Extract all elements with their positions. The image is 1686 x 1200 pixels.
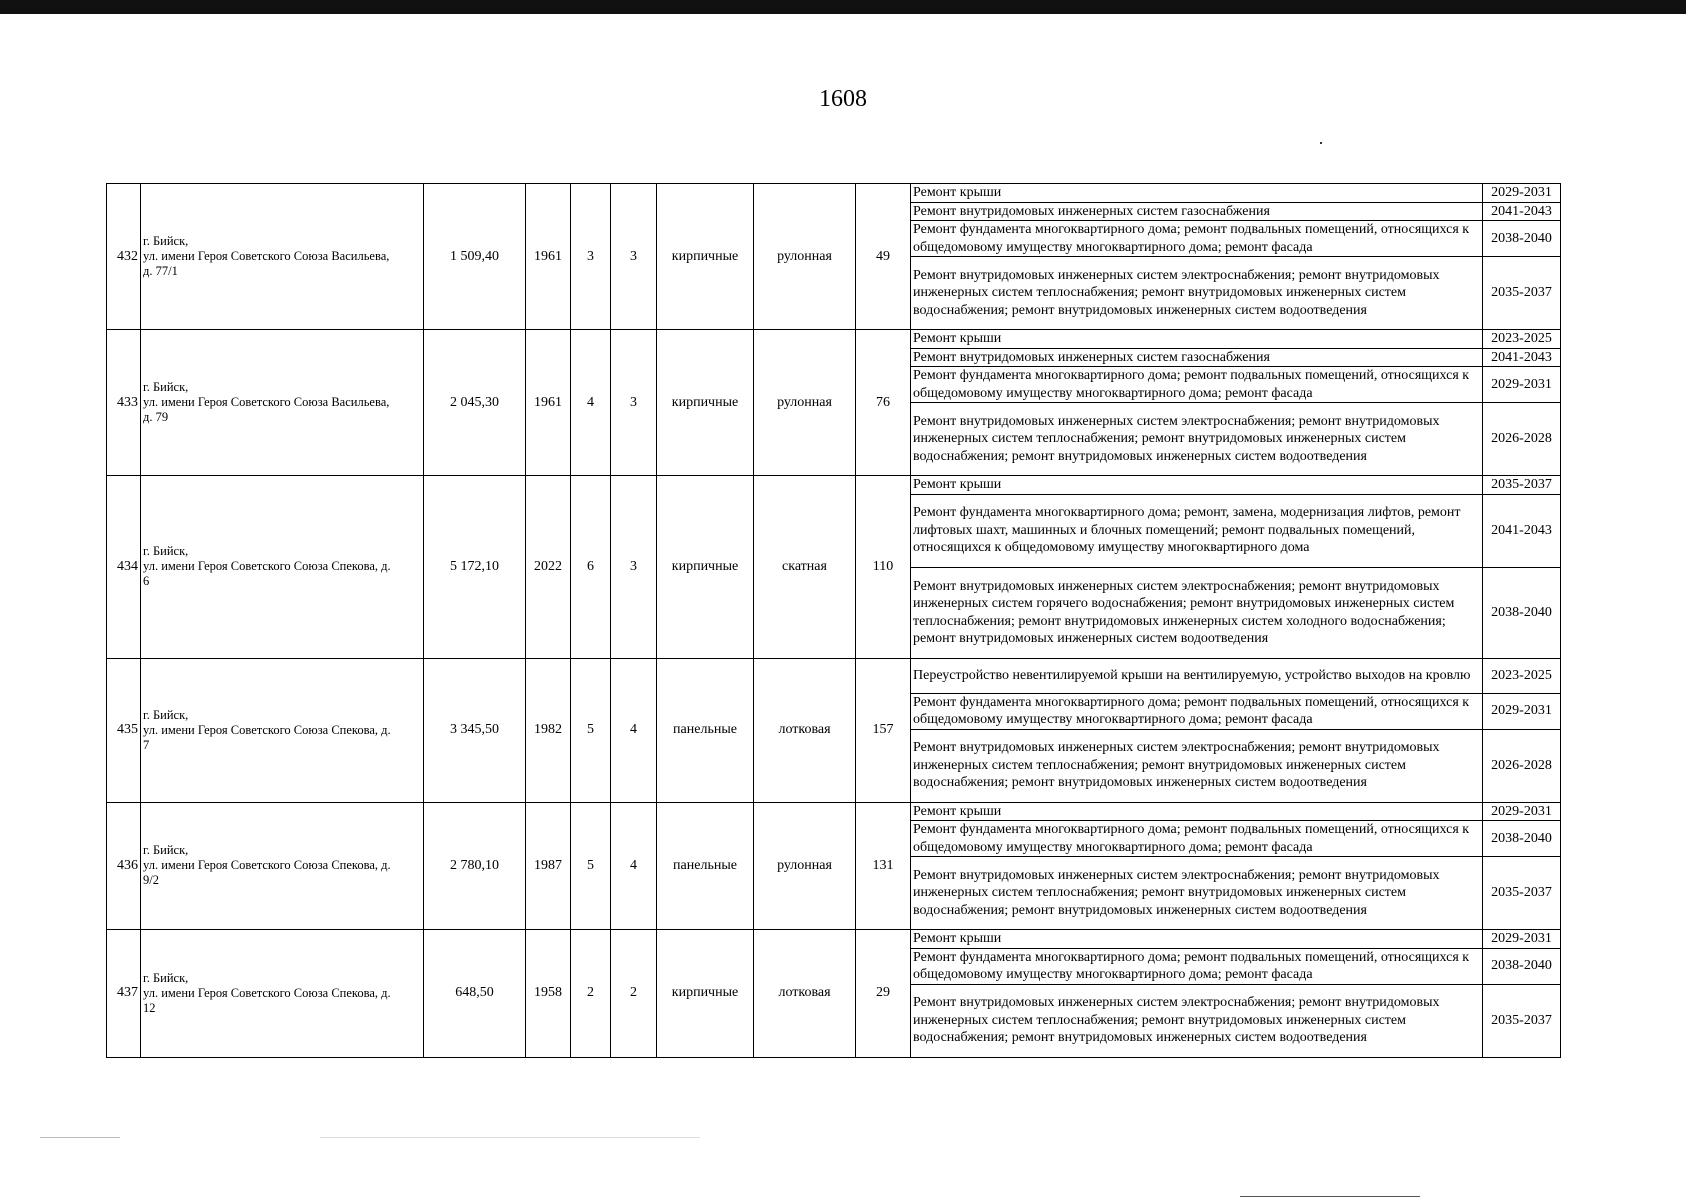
floors-cell: 3: [571, 184, 611, 330]
address-line: 6: [143, 574, 150, 589]
wall-material-cell: кирпичные: [657, 184, 754, 330]
work-period: 2041-2043: [1483, 348, 1561, 367]
work-period: 2035-2037: [1483, 984, 1561, 1057]
page-number: 1608: [819, 86, 867, 112]
scan-bottom-line-2: [40, 1137, 120, 1138]
year-cell: 1958: [526, 930, 571, 1058]
roof-type-cell: лотковая: [754, 658, 856, 802]
housing-repair-table: [106, 183, 1561, 1058]
work-description: Переустройство невентилируемой крыши на вентилируемую, устройство выходов на кровлю: [911, 658, 1483, 693]
table-row: [107, 476, 1561, 495]
year-cell: 1982: [526, 658, 571, 802]
work-period: 2035-2037: [1483, 476, 1561, 495]
entrances-cell: 3: [611, 476, 657, 659]
area-cell: 1 509,40: [424, 184, 526, 330]
year-cell: 1961: [526, 330, 571, 476]
roof-type-cell: рулонная: [754, 802, 856, 930]
work-period: 2029-2031: [1483, 802, 1561, 821]
entrances-cell: 4: [611, 658, 657, 802]
roof-type-cell: лотковая: [754, 930, 856, 1058]
roof-type-cell: рулонная: [754, 330, 856, 476]
address-line: г. Бийск,: [143, 970, 189, 985]
address-cell: [141, 184, 424, 330]
work-description: Ремонт крыши: [911, 184, 1483, 203]
area-cell: 648,50: [424, 930, 526, 1058]
work-description: Ремонт фундамента многоквартирного дома; ремонт подвальных помещений, относящихся к общедомовому имуществу многоквартирного дома; ремонт фасада: [911, 693, 1483, 729]
address-cell: [141, 930, 424, 1058]
area-cell: 2 045,30: [424, 330, 526, 476]
floors-cell: 5: [571, 658, 611, 802]
entrances-cell: 2: [611, 930, 657, 1058]
work-description: Ремонт фундамента многоквартирного дома; ремонт подвальных помещений, относящихся к общедомовому имуществу многоквартирного дома; ремонт фасада: [911, 367, 1483, 403]
floors-cell: 4: [571, 330, 611, 476]
address-cell: [141, 330, 424, 476]
year-cell: 1961: [526, 184, 571, 330]
entrances-cell: 3: [611, 184, 657, 330]
table-row: [107, 930, 1561, 949]
work-period: 2026-2028: [1483, 729, 1561, 802]
work-period: 2035-2037: [1483, 257, 1561, 330]
address-line: ул. имени Героя Советского Союза Спекова, д.: [143, 722, 391, 737]
address-line: д. 77/1: [143, 264, 178, 278]
work-description: Ремонт внутридомовых инженерных систем электроснабжения; ремонт внутридомовых инженерных систем теплоснабжения; ремонт внутридомовых инженерных систем водоснабжения; ремонт внутридомовых инженерных систем водоотведения: [911, 729, 1483, 802]
floors-cell: 2: [571, 930, 611, 1058]
work-period: 2029-2031: [1483, 930, 1561, 949]
work-description: Ремонт фундамента многоквартирного дома; ремонт подвальных помещений, относящихся к общедомовому имуществу многоквартирного дома; ремонт фасада: [911, 948, 1483, 984]
year-cell: 1987: [526, 802, 571, 930]
address-line: ул. имени Героя Советского Союза Спекова, д.: [143, 985, 391, 1000]
table-row: [107, 802, 1561, 821]
work-description: Ремонт внутридомовых инженерных систем газоснабжения: [911, 348, 1483, 367]
work-description: Ремонт фундамента многоквартирного дома; ремонт подвальных помещений, относящихся к общедомовому имуществу многоквартирного дома; ремонт фасада: [911, 221, 1483, 257]
work-description: Ремонт внутридомовых инженерных систем газоснабжения: [911, 202, 1483, 221]
area-cell: 3 345,50: [424, 658, 526, 802]
work-period: 2035-2037: [1483, 857, 1561, 930]
table-row: [107, 330, 1561, 349]
year-cell: 2022: [526, 476, 571, 659]
address-line: г. Бийск,: [143, 380, 189, 394]
address-cell: [141, 476, 424, 659]
address-line: ул. имени Героя Советского Союза Спекова, д.: [143, 559, 391, 574]
wall-material-cell: кирпичные: [657, 930, 754, 1058]
roof-type-cell: скатная: [754, 476, 856, 659]
work-description: Ремонт фундамента многоквартирного дома; ремонт, замена, модернизация лифтов, ремонт лифтовых шахт, машинных и блочных помещений; ремонт подвальных помещений, относящихся к общедомовому имуществу многоквартирного дома: [911, 494, 1483, 567]
work-period: 2023-2025: [1483, 330, 1561, 349]
work-period: 2026-2028: [1483, 403, 1561, 476]
area-cell: 5 172,10: [424, 476, 526, 659]
wall-material-cell: панельные: [657, 658, 754, 802]
floors-cell: 6: [571, 476, 611, 659]
work-period: 2029-2031: [1483, 693, 1561, 729]
table-body: [107, 184, 1561, 1058]
work-description: Ремонт крыши: [911, 930, 1483, 949]
apartments-cell: 131: [856, 802, 911, 930]
apartments-cell: 49: [856, 184, 911, 330]
address-line: ул. имени Героя Советского Союза Васильева,: [143, 249, 390, 263]
work-period: 2029-2031: [1483, 184, 1561, 203]
address-cell: [141, 802, 424, 930]
address-cell: [141, 658, 424, 802]
entrances-cell: 3: [611, 330, 657, 476]
scan-speck: [1320, 142, 1322, 144]
work-period: 2038-2040: [1483, 821, 1561, 857]
work-period: 2038-2040: [1483, 948, 1561, 984]
work-period: 2038-2040: [1483, 221, 1561, 257]
apartments-cell: 157: [856, 658, 911, 802]
work-description: Ремонт крыши: [911, 476, 1483, 495]
apartments-cell: 110: [856, 476, 911, 659]
row-number: 432: [107, 184, 141, 330]
work-period: 2023-2025: [1483, 658, 1561, 693]
work-description: Ремонт фундамента многоквартирного дома; ремонт подвальных помещений, относящихся к общедомовому имуществу многоквартирного дома; ремонт фасада: [911, 821, 1483, 857]
wall-material-cell: панельные: [657, 802, 754, 930]
row-number: 433: [107, 330, 141, 476]
address-line: г. Бийск,: [143, 234, 189, 248]
work-description: Ремонт внутридомовых инженерных систем электроснабжения; ремонт внутридомовых инженерных систем теплоснабжения; ремонт внутридомовых инженерных систем водоснабжения; ремонт внутридомовых инженерных систем водоотведения: [911, 257, 1483, 330]
address-line: г. Бийск,: [143, 707, 189, 722]
apartments-cell: 76: [856, 330, 911, 476]
address-line: г. Бийск,: [143, 843, 189, 858]
row-number: 434: [107, 476, 141, 659]
work-period: 2029-2031: [1483, 367, 1561, 403]
work-description: Ремонт крыши: [911, 802, 1483, 821]
floors-cell: 5: [571, 802, 611, 930]
work-period: 2038-2040: [1483, 567, 1561, 658]
work-period: 2041-2043: [1483, 494, 1561, 567]
row-number: 437: [107, 930, 141, 1058]
scan-bottom-line-3: [320, 1137, 700, 1138]
area-cell: 2 780,10: [424, 802, 526, 930]
address-line: д. 79: [143, 410, 169, 424]
wall-material-cell: кирпичные: [657, 476, 754, 659]
address-line: 7: [143, 737, 150, 752]
work-description: Ремонт крыши: [911, 330, 1483, 349]
scan-top-border: [0, 0, 1686, 14]
address-line: 9/2: [143, 873, 159, 888]
row-number: 435: [107, 658, 141, 802]
scan-bottom-line: [1240, 1196, 1420, 1197]
row-number: 436: [107, 802, 141, 930]
address-line: 12: [143, 1000, 156, 1015]
apartments-cell: 29: [856, 930, 911, 1058]
table-row: [107, 658, 1561, 693]
work-description: Ремонт внутридомовых инженерных систем электроснабжения; ремонт внутридомовых инженерных систем теплоснабжения; ремонт внутридомовых инженерных систем водоснабжения; ремонт внутридомовых инженерных систем водоотведения: [911, 984, 1483, 1057]
roof-type-cell: рулонная: [754, 184, 856, 330]
work-description: Ремонт внутридомовых инженерных систем электроснабжения; ремонт внутридомовых инженерных систем теплоснабжения; ремонт внутридомовых инженерных систем водоснабжения; ремонт внутридомовых инженерных систем водоотведения: [911, 403, 1483, 476]
work-period: 2041-2043: [1483, 202, 1561, 221]
entrances-cell: 4: [611, 802, 657, 930]
work-description: Ремонт внутридомовых инженерных систем электроснабжения; ремонт внутридомовых инженерных систем горячего водоснабжения; ремонт внутридомовых инженерных систем теплоснабжения; ремонт внутридомовых инженерных систем холодного водоснабжения; ремонт внутридомовых инженерных систем водоотведения: [911, 567, 1483, 658]
address-line: г. Бийск,: [143, 544, 189, 559]
wall-material-cell: кирпичные: [657, 330, 754, 476]
work-description: Ремонт внутридомовых инженерных систем электроснабжения; ремонт внутридомовых инженерных систем теплоснабжения; ремонт внутридомовых инженерных систем водоснабжения; ремонт внутридомовых инженерных систем водоотведения: [911, 857, 1483, 930]
address-line: ул. имени Героя Советского Союза Спекова, д.: [143, 858, 391, 873]
table-row: [107, 184, 1561, 203]
address-line: ул. имени Героя Советского Союза Васильева,: [143, 395, 390, 409]
